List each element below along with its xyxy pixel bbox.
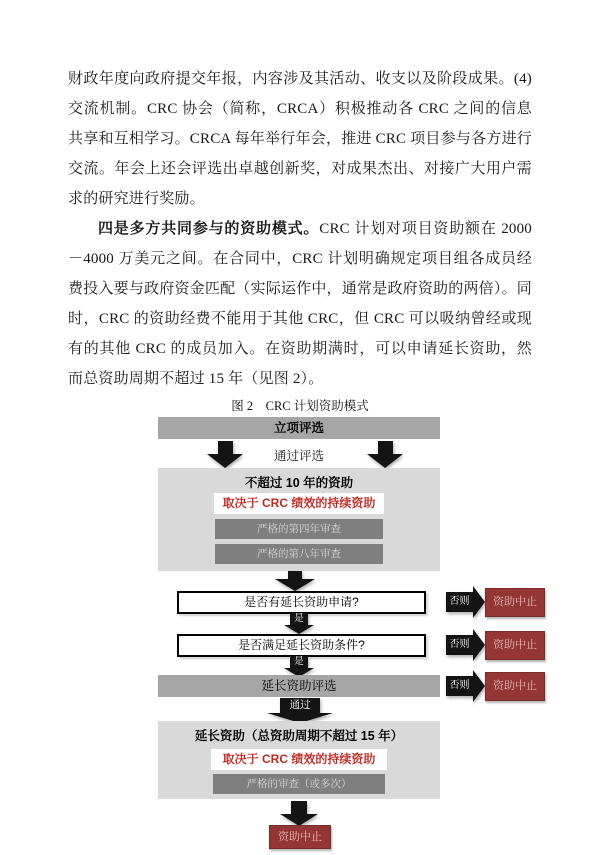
arrow-shaft xyxy=(378,441,393,454)
pass-label: 通过 xyxy=(280,698,320,713)
down-arrow-icon xyxy=(367,441,403,468)
extension-funding-title: 延长资助（总资助周期不超过 15 年） xyxy=(194,729,404,743)
node-performance-funding: 取决于 CRC 绩效的持续资助 xyxy=(214,493,384,514)
node-year8-review: 严格的第八年审查 xyxy=(215,544,383,564)
node-strict-review: 严格的审查（或多次） xyxy=(213,774,385,794)
node-funding-termination: 资助中止 xyxy=(485,588,545,617)
arrow-head xyxy=(473,670,485,702)
arrow-head xyxy=(473,629,485,661)
node-performance-funding: 取决于 CRC 绩效的持续资助 xyxy=(211,749,387,770)
arrow-shaft xyxy=(291,801,307,814)
down-arrow-icon xyxy=(280,801,318,826)
node-project-selection: 立项评选 xyxy=(158,417,440,439)
figure-caption: 图 2 CRC 计划资助模式 xyxy=(231,399,369,413)
arrow-head xyxy=(367,454,403,468)
arrow-shaft xyxy=(288,571,302,579)
paragraph-1-text: 财政年度向政府提交年报，内容涉及其活动、收支以及阶段成果。(4) 交流机制。CRC 协会（简称，CRCA）积极推动各 CRC 之间的信息共享和互相学习。CRCA 每年举行年会，推进 CRC 项目参与各方进行交流。年会上还会评选出卓越创新奖，对成果杰出、对接广大用户需求的研究进行奖励。 xyxy=(68,71,532,207)
pass-arrow-icon xyxy=(267,698,333,723)
otherwise-label: 否则 xyxy=(446,676,473,696)
paragraph-2-lead: 四是多方共同参与的资助模式。 xyxy=(98,220,320,237)
yes-label: 是 xyxy=(290,656,308,668)
arrow-head xyxy=(275,579,315,591)
paragraph-2-text: CRC 计划对项目资助额在 2000－4000 万美元之间。在合同中，CRC 计划明确规定项目组各成员经费投入要与政府资金匹配（实际运作中，通常是政府资助的两倍）。同时，CRC 的资助经费不能用于其他 CRC，但 CRC 可以吸纳曾经或现有的其他 CRC 的成员加入。在资助期满时，可以申请延长资助，然而总资助周期不超过 15 年（见图 2）。 xyxy=(68,221,532,387)
down-arrow-icon xyxy=(275,571,315,591)
initial-funding-title: 不超过 10 年的资助 xyxy=(244,476,354,490)
arrow-head xyxy=(207,454,243,468)
node-extension-application-question: 是否有延长资助申请? xyxy=(177,591,426,614)
paragraph-1 xyxy=(68,64,532,214)
node-year4-review: 严格的第四年审查 xyxy=(215,519,383,539)
node-extension-condition-question: 是否满足延长资助条件? xyxy=(177,634,426,657)
otherwise-arrow-icon xyxy=(446,586,485,618)
stage-extension-funding xyxy=(158,721,440,799)
arrow-head xyxy=(284,625,314,634)
node-funding-termination: 资助中止 xyxy=(485,631,545,660)
label-pass-selection: 通过评选 xyxy=(273,449,324,463)
yes-label: 是 xyxy=(290,613,308,625)
otherwise-label: 否则 xyxy=(446,635,473,655)
node-extension-selection: 延长资助评选 xyxy=(158,675,440,697)
arrow-head xyxy=(473,586,485,618)
arrow-shaft xyxy=(218,441,233,454)
yes-arrow-icon xyxy=(284,656,314,677)
otherwise-label: 否则 xyxy=(446,592,473,612)
stage-initial-funding xyxy=(158,468,440,571)
yes-arrow-icon xyxy=(284,613,314,634)
otherwise-arrow-icon xyxy=(446,670,485,702)
down-arrow-icon xyxy=(207,441,243,468)
node-funding-termination: 资助中止 xyxy=(269,825,331,849)
paragraph-2 xyxy=(68,214,532,394)
node-funding-termination: 资助中止 xyxy=(485,672,545,701)
otherwise-arrow-icon xyxy=(446,629,485,661)
flowchart-figure xyxy=(68,417,537,855)
